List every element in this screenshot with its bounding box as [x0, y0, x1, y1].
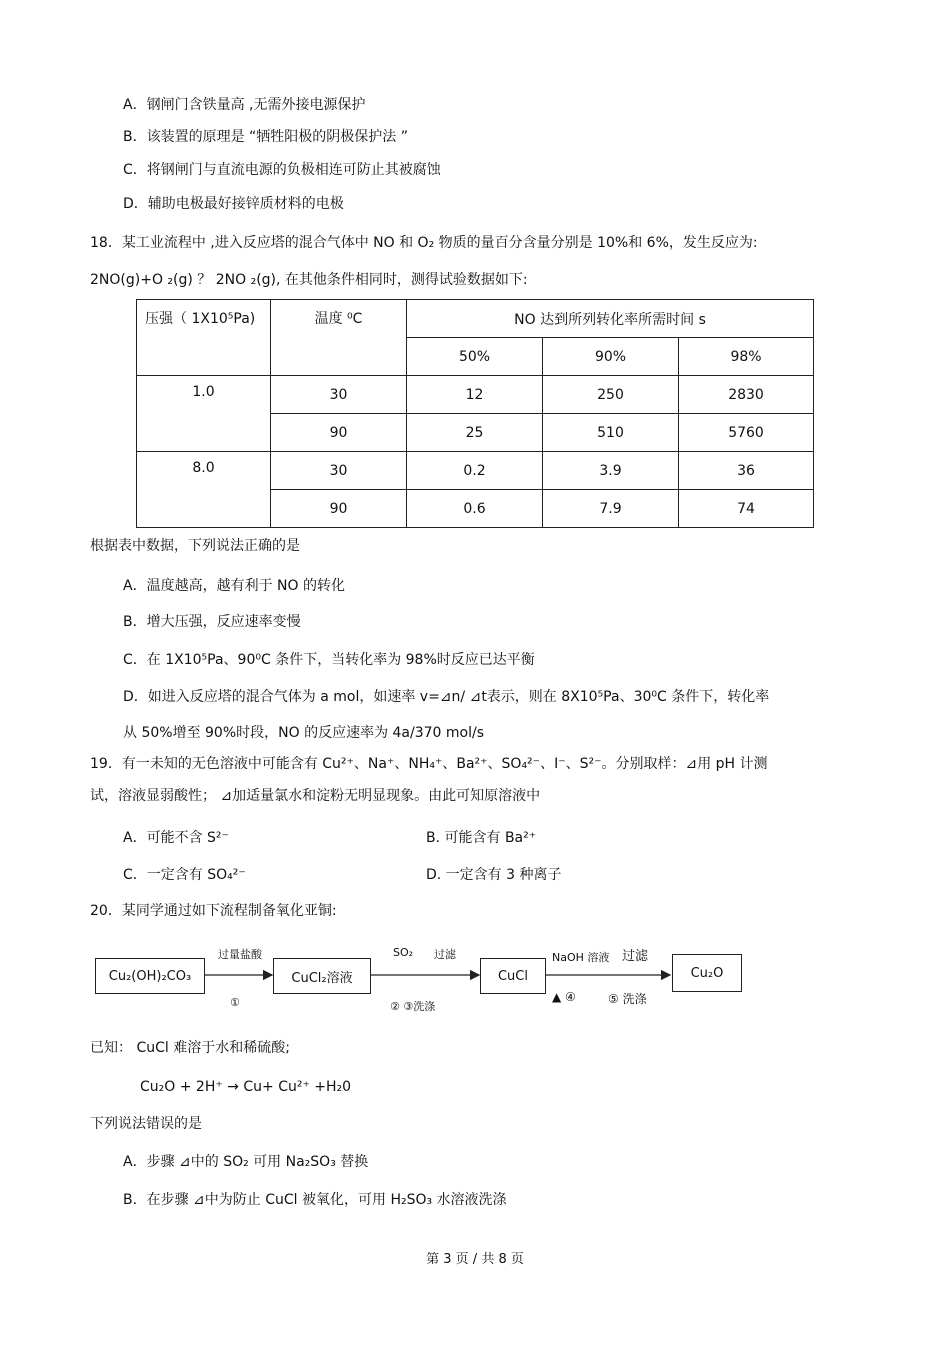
value-cell: 2830 [679, 376, 814, 414]
q20-known-equation: Cu₂O + 2H⁺ → Cu+ Cu²⁺ +H₂0 [140, 1079, 352, 1095]
q20-prompt: 下列说法错误的是 [90, 1116, 202, 1132]
table-row [137, 376, 814, 414]
value-cell: 0.6 [407, 490, 543, 528]
q20-known-line1: 已知： CuCl 难溶于水和稀硫酸; [90, 1040, 290, 1056]
q18-option-d-continued: 从 50%增至 90%时段，NO 的反应速率为 4a/370 mol/s [123, 725, 485, 741]
q18-option-a: A．温度越高，越有利于 NO 的转化 [123, 578, 345, 594]
value-cell: 510 [543, 414, 679, 452]
flow-box-cucl2: CuCl₂溶液 [273, 958, 371, 994]
arrow3-label-bottom-left: ▲ ④ [552, 990, 576, 1004]
temp-cell: 30 [271, 376, 407, 414]
pressure-cell: 8.0 [137, 452, 271, 528]
q20-stem: 20．某同学通过如下流程制备氧化亚铜: [90, 903, 337, 919]
flow-box-cu2o: Cu₂O [672, 954, 742, 992]
arrow3-label-top-right: 过滤 [622, 949, 649, 964]
process-flow-diagram [90, 938, 752, 1018]
value-cell: 250 [543, 376, 679, 414]
q18-data-table [136, 299, 814, 528]
arrow3-label-bottom-right: ⑤ 洗涤 [608, 992, 647, 1006]
arrow1-label-top: 过量盐酸 [218, 948, 262, 961]
arrow1-label-bottom: ① [230, 996, 240, 1009]
q18-option-c: C．在 1X10⁵Pa、90⁰C 条件下，当转化率为 98%时反应已达平衡 [123, 652, 535, 668]
q20-option-a: A．步骤 ⊿中的 SO₂ 可用 Na₂SO₃ 替换 [123, 1154, 369, 1170]
col-header-pct: 90% [543, 338, 679, 376]
value-cell: 36 [679, 452, 814, 490]
q19-option-a: A．可能不含 S²⁻ [123, 830, 229, 846]
col-header-time: NO 达到所列转化率所需时间 s [407, 300, 814, 338]
temp-cell: 90 [271, 490, 407, 528]
q17-option-a: A．钢闸门含铁量高 ,无需外接电源保护 [123, 97, 366, 113]
flow-box-cucl: CuCl [480, 958, 546, 994]
arrow2-label-top-right: 过滤 [434, 948, 456, 961]
arrow2-label-bottom: ② ③洗涤 [390, 1000, 436, 1013]
q18-option-d: D．如进入反应塔的混合气体为 a mol，如速率 v=⊿n/ ⊿t表示，则在 8X10⁵Pa、30⁰C 条件下，转化率 [123, 689, 770, 705]
value-cell: 12 [407, 376, 543, 414]
value-cell: 25 [407, 414, 543, 452]
q18-after-table: 根据表中数据，下列说法正确的是 [90, 538, 300, 554]
flow-box-reactant: Cu₂(OH)₂CO₃ [95, 958, 205, 994]
value-cell: 5760 [679, 414, 814, 452]
q19-stem-line2: 试，溶液显弱酸性； ⊿加适量氯水和淀粉无明显现象。由此可知原溶液中 [90, 788, 541, 804]
q19-option-d: D. 一定含有 3 种离子 [426, 867, 562, 883]
pressure-cell: 1.0 [137, 376, 271, 452]
value-cell: 74 [679, 490, 814, 528]
q19-option-c: C．一定含有 SO₄²⁻ [123, 867, 246, 883]
col-header-pct: 50% [407, 338, 543, 376]
page-footer: 第 3 页 / 共 8 页 [426, 1252, 524, 1267]
arrow2-label-top-left: SO₂ [393, 946, 414, 959]
temp-cell: 90 [271, 414, 407, 452]
q18-stem-line2: 2NO(g)+O ₂(g) ？ 2NO ₂(g), 在其他条件相同时，测得试验数据如下: [90, 272, 528, 288]
temp-cell: 30 [271, 452, 407, 490]
value-cell: 7.9 [543, 490, 679, 528]
value-cell: 3.9 [543, 452, 679, 490]
q18-stem-line1: 18．某工业流程中 ,进入反应塔的混合气体中 NO 和 O₂ 物质的量百分含量分别是 10%和 6%，发生反应为: [90, 235, 758, 251]
q19-stem-line1: 19．有一未知的无色溶液中可能含有 Cu²⁺、Na⁺、NH₄⁺、Ba²⁺、SO₄²⁻、I⁻、S²⁻。分别取样：⊿用 pH 计测 [90, 756, 768, 772]
q17-option-d: D．辅助电极最好接锌质材料的电极 [123, 196, 344, 212]
col-header-pressure: 压强（ 1X10⁵Pa) [137, 300, 271, 376]
q17-option-c: C．将钢闸门与直流电源的负极相连可防止其被腐蚀 [123, 162, 441, 178]
q20-option-b: B．在步骤 ⊿中为防止 CuCl 被氧化，可用 H₂SO₃ 水溶液洗涤 [123, 1192, 507, 1208]
q17-option-b: B．该装置的原理是 “牺牲阳极的阴极保护法 ” [123, 129, 409, 145]
value-cell: 0.2 [407, 452, 543, 490]
col-header-pct: 98% [679, 338, 814, 376]
table-row [137, 452, 814, 490]
q18-option-b: B．增大压强，反应速率变慢 [123, 614, 301, 630]
col-header-temperature: 温度 ⁰C [271, 300, 407, 376]
q19-option-b: B. 可能含有 Ba²⁺ [426, 830, 537, 846]
arrow3-label-top-left: NaOH 溶液 [552, 951, 610, 964]
